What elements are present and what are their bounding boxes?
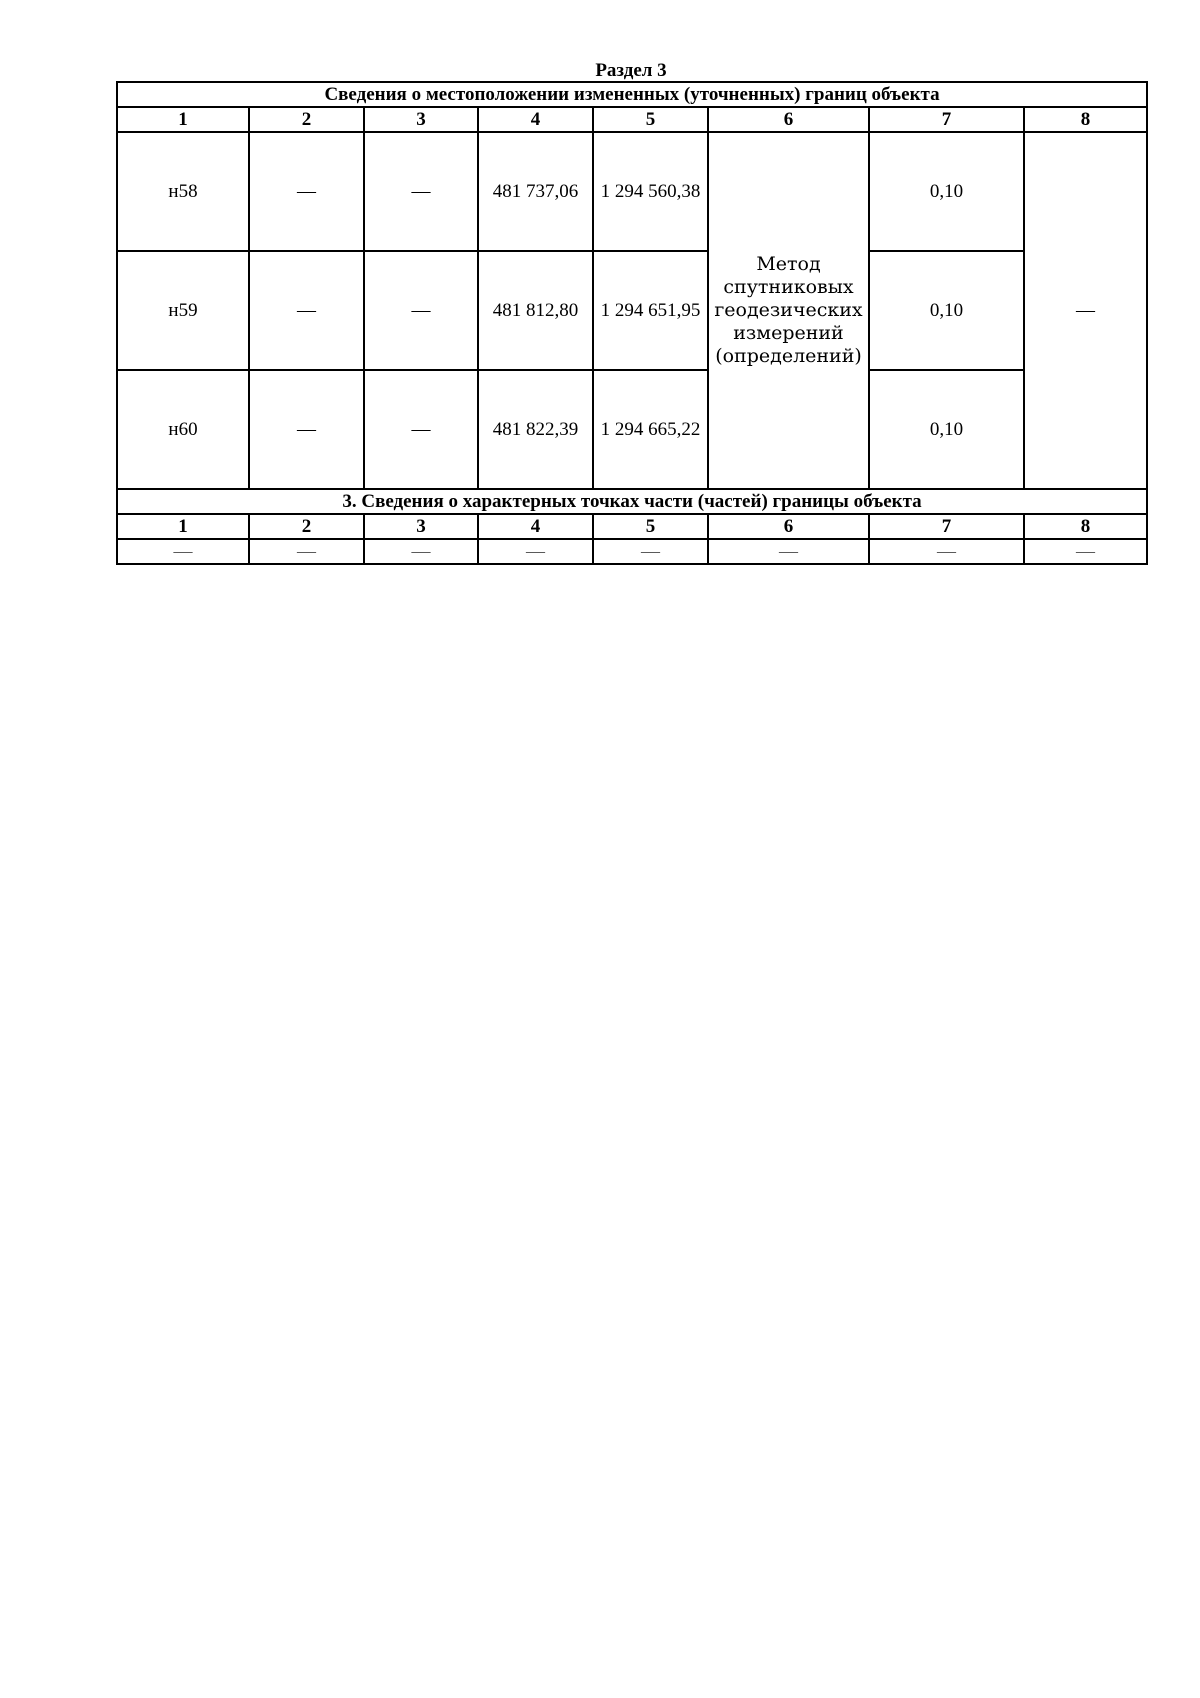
table2-column-numbers-row <box>117 514 1147 539</box>
column-number: 8 <box>1024 514 1147 539</box>
dash-cell: — <box>364 539 478 564</box>
coordinate-x: 481 812,80 <box>478 251 593 370</box>
column-number: 2 <box>249 514 364 539</box>
point-name: н58 <box>117 132 249 251</box>
dash-cell: — <box>1024 539 1147 564</box>
method-line: геодезических <box>714 299 863 321</box>
method-line: спутниковых <box>723 276 854 298</box>
method-line: (определений) <box>715 345 862 367</box>
column-number: 4 <box>478 514 593 539</box>
table2-title-row <box>117 489 1147 514</box>
coordinate-y: 1 294 560,38 <box>593 132 708 251</box>
coordinate-y: 1 294 665,22 <box>593 370 708 489</box>
dash-cell: — <box>364 132 478 251</box>
column-number: 7 <box>869 514 1024 539</box>
coordinate-y: 1 294 651,95 <box>593 251 708 370</box>
dash-cell: — <box>249 132 364 251</box>
table-row <box>117 370 1147 489</box>
dash-cell: — <box>364 251 478 370</box>
point-name: н60 <box>117 370 249 489</box>
dash-cell: — <box>478 539 593 564</box>
accuracy-value: 0,10 <box>869 370 1024 489</box>
column-number: 7 <box>869 107 1024 132</box>
column-number: 3 <box>364 107 478 132</box>
column-number: 5 <box>593 107 708 132</box>
column-number: 6 <box>708 107 869 132</box>
dash-cell: — <box>708 539 869 564</box>
section-label: Раздел 3 <box>595 60 667 81</box>
dash-cell: — <box>117 539 249 564</box>
column-number: 8 <box>1024 107 1147 132</box>
dash-cell: — <box>249 251 364 370</box>
method-line: измерений <box>733 322 844 344</box>
table-row <box>117 251 1147 370</box>
coordinate-x: 481 737,06 <box>478 132 593 251</box>
table1-column-numbers-row <box>117 107 1147 132</box>
dash-cell: — <box>249 370 364 489</box>
accuracy-value: 0,10 <box>869 251 1024 370</box>
column-number: 2 <box>249 107 364 132</box>
column8-cell: — <box>1024 132 1147 489</box>
method-line: Метод <box>756 253 821 275</box>
table1-title: Сведения о местоположении измененных (уточненных) границ объекта <box>117 82 1147 107</box>
column-number: 1 <box>117 107 249 132</box>
coordinates-table <box>116 81 1148 565</box>
dash-cell: — <box>364 370 478 489</box>
document-page <box>116 60 1146 565</box>
table2-title: 3. Сведения о характерных точках части (частей) границы объекта <box>117 489 1147 514</box>
coordinate-x: 481 822,39 <box>478 370 593 489</box>
accuracy-value: 0,10 <box>869 132 1024 251</box>
column-number: 6 <box>708 514 869 539</box>
table-row <box>117 132 1147 251</box>
dash-cell: — <box>249 539 364 564</box>
column-number: 5 <box>593 514 708 539</box>
column-number: 1 <box>117 514 249 539</box>
method-cell <box>708 132 869 489</box>
point-name: н59 <box>117 251 249 370</box>
table-row <box>117 539 1147 564</box>
dash-cell: — <box>869 539 1024 564</box>
column-number: 3 <box>364 514 478 539</box>
table1-title-row <box>117 82 1147 107</box>
column-number: 4 <box>478 107 593 132</box>
dash-cell: — <box>593 539 708 564</box>
